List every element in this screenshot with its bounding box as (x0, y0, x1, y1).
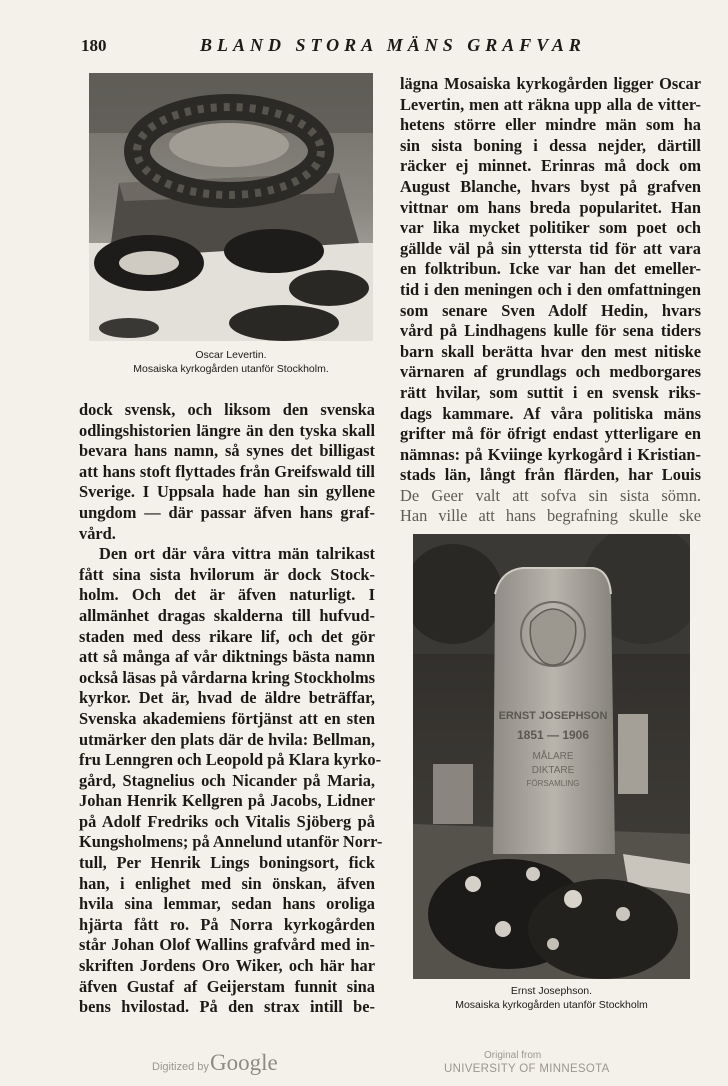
text-line: barn skall berätta hvar den mest nitiske (400, 341, 701, 361)
text-line: bevara hans namn, så synes det billigast (79, 441, 375, 461)
text-line: som senare Sven Adolf Hedin, hvars (400, 300, 701, 320)
inscription-line: DIKTARE (531, 765, 575, 776)
text-line: holm. Och det är äfven naturligt. I (79, 585, 375, 605)
text-line: en folktribun. Icke var han det emeller- (400, 259, 701, 279)
text-line: kyrkor. Det är, hvad de äldre beträffar, (79, 688, 375, 708)
caption-top-place: Mosaiska kyrkogården utanför Stockholm. (133, 363, 329, 375)
text-line: staden med dess rikare lif, och det gör (79, 626, 375, 646)
text-line: nämnas: på Kviinge kyrkogård i Kristian- (400, 444, 701, 464)
digitized-by-label: Digitized by (152, 1061, 209, 1073)
photo-levertin-grave (89, 73, 373, 341)
text-line: Svenska akademiens förtjänst att en sten (79, 708, 375, 728)
text-line: Sverige. I Uppsala hade han sin gyllene (79, 482, 375, 502)
text-line: var lika mycket politiker som poet och (400, 218, 701, 238)
text-line: vittnar om hans breda popularitet. Han (400, 197, 701, 217)
text-line: gällde väl på sin yttersta tid för att vara (400, 238, 701, 258)
text-line: rätt hvilar, som suttit i en svensk riks- (400, 382, 701, 402)
text-line: grifter må för öfrigt endast ytterligare en (400, 424, 701, 444)
text-line: fru Lenngren och Leopold på Klara kyrko- (79, 750, 382, 770)
text-line: står Johan Olof Wallins grafvård med in- (79, 935, 375, 955)
right-column (400, 74, 701, 527)
inscription-name: ERNST JOSEPHSON (498, 710, 608, 722)
text-line: August Blanche, hvars byst på grafven (400, 176, 701, 196)
photo-josephson-gravestone (413, 534, 690, 979)
page-number: 180 (81, 36, 107, 55)
text-line: Han ville att hans begrafning skulle ske (400, 506, 701, 526)
text-line: Johan Henrik Kellgren på Jacobs, Lidner (79, 791, 375, 811)
text-line: ungdom — där passar äfven hans graf- (79, 502, 375, 522)
original-from-label: Original from (484, 1050, 542, 1061)
caption-bottom (405, 984, 698, 1012)
text-line: att så många af vår diktnings bästa namn (79, 647, 375, 667)
text-line: Den ort där våra vittra män talrikast (99, 544, 375, 564)
text-line: Levertin, men att räkna upp alla de vitter- (400, 94, 701, 114)
text-line: utmärker den plats där de hvila: Bellman, (79, 729, 375, 749)
text-line: vård på Lindhagens kulle för sena tiders (400, 321, 701, 341)
caption-bottom-place: Mosaiska kyrkogården utanför Stockholm (455, 999, 648, 1011)
text-line: De Geer valt att sofva sin sista sömn. (400, 485, 701, 505)
text-line: han, i enlighet med sin önskan, äfven (79, 873, 375, 893)
text-line: skriften Jordens Oro Wiker, och här har (79, 956, 375, 976)
text-line: att hans stoft flyttades från Greifswald till (79, 461, 375, 481)
google-logo: Google (210, 1050, 278, 1075)
text-line: dock svensk, och liksom den svenska (79, 400, 375, 419)
text-line: vård. (79, 523, 116, 543)
text-line: bens hvilostad. På den strax intill be- (79, 997, 375, 1017)
text-line: också läsas på vårdarna kring Stockholms (79, 667, 375, 687)
text-line: räcker ej minnet. Erinras må dock om (400, 156, 701, 176)
text-line: tid i den meningen och i den omfattningen (400, 279, 701, 299)
text-line: stads län, långt från flärden, har Louis (400, 465, 701, 485)
text-line: Kungsholmens; på Annelund utanför Norr- (79, 832, 383, 852)
text-line: på Adolf Fredriks och Vitalis Sjöberg på (79, 811, 375, 831)
text-line: tull, Per Henrik Lings boningsort, fick (79, 853, 375, 873)
text-line: odlingshistorien längre än den tyska skall (79, 420, 375, 440)
running-title: BLAND STORA MÄNS GRAFVAR (200, 35, 586, 55)
left-column (79, 400, 383, 1018)
caption-top-name: Oscar Levertin. (195, 349, 267, 361)
text-line: dags kammare. Af våra politiska mäns (400, 403, 701, 423)
text-line: gård, Stagnelius och Nicander på Maria, (79, 770, 375, 790)
inscription-line: MÅLARE (532, 751, 574, 762)
text-line: lägna Mosaiska kyrkogården ligger Oscar (400, 74, 701, 93)
text-line: hvila sina lemmar, sedan hans oroliga (79, 894, 375, 914)
text-line: hjärta fått ro. På Norra kyrkogården (79, 914, 375, 934)
text-line: värnaren af grundlags och medborgares (400, 362, 701, 382)
text-line: sin sista boning i dessa nejder, därtill (400, 135, 701, 155)
caption-top (89, 348, 373, 376)
text-line: allmänhet dragas skalderna till hufvud- (79, 605, 375, 625)
text-line: äfven Gustaf af Geijerstam funnit sina (79, 976, 375, 996)
text-line: fått sina sista hvilorum är dock Stock- (79, 564, 375, 584)
university-label: UNIVERSITY OF MINNESOTA (444, 1063, 610, 1075)
caption-bottom-name: Ernst Josephson. (510, 985, 593, 997)
text-line: hetens större eller mindre män som ha (400, 115, 701, 135)
inscription-years: 1851 — 1906 (516, 728, 590, 742)
inscription-line: FÖRSAMLING (526, 779, 580, 788)
